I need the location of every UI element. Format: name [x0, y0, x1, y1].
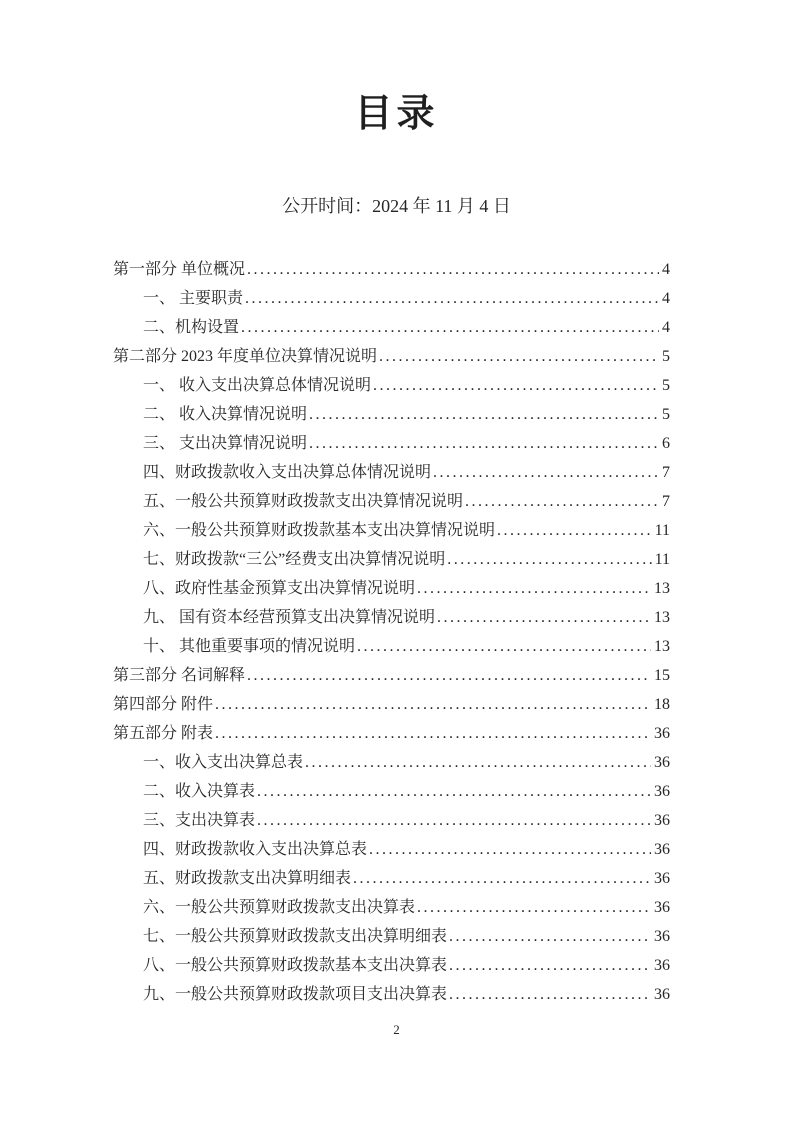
toc-entry — [113, 371, 670, 400]
toc-dot-leader — [215, 690, 651, 719]
toc-entry — [113, 893, 670, 922]
toc-entry — [113, 284, 670, 313]
toc-dot-leader — [433, 458, 659, 487]
toc-entry-page: 11 — [654, 522, 670, 539]
toc-dot-leader — [305, 748, 651, 777]
toc-entry-page: 5 — [662, 377, 670, 394]
toc-entry-page: 18 — [654, 696, 670, 713]
toc-entry — [113, 342, 670, 371]
toc-entry-label: 三、支出决算表 — [143, 812, 256, 829]
toc-entry — [113, 835, 670, 864]
toc-entry — [113, 922, 670, 951]
toc-entry — [113, 400, 670, 429]
toc-dot-leader — [257, 806, 651, 835]
toc-entry-page: 7 — [662, 493, 670, 510]
toc-entry-label: 三、 支出决算情况说明 — [143, 435, 308, 452]
toc-entry-label: 二、 收入决算情况说明 — [143, 406, 308, 423]
toc-entry-label: 一、 收入支出决算总体情况说明 — [143, 377, 372, 394]
toc-entry-label: 四、财政拨款收入支出决算总表 — [143, 841, 368, 858]
toc-entry-label: 六、一般公共预算财政拨款基本支出决算情况说明 — [143, 522, 496, 539]
toc-dot-leader — [309, 400, 659, 429]
toc-entry — [113, 574, 670, 603]
toc-entry-page: 13 — [654, 638, 670, 655]
toc-entry-label: 二、机构设置 — [143, 319, 240, 336]
toc-dot-leader — [465, 487, 659, 516]
toc-dot-leader — [353, 864, 651, 893]
toc-entry-label: 十、 其他重要事项的情况说明 — [143, 638, 356, 655]
toc-entry-label: 第四部分 附件 — [113, 696, 214, 713]
toc-entry — [113, 806, 670, 835]
toc-entry-page: 36 — [654, 783, 670, 800]
toc-entry-page: 36 — [654, 841, 670, 858]
toc-entry-label: 六、一般公共预算财政拨款支出决算表 — [143, 899, 416, 916]
toc-dot-leader — [357, 632, 651, 661]
toc-entry-page: 4 — [662, 319, 670, 336]
toc-entry-label: 第三部分 名词解释 — [113, 667, 246, 684]
toc-entry-label: 一、收入支出决算总表 — [143, 754, 304, 771]
toc-entry — [113, 458, 670, 487]
toc-entry — [113, 719, 670, 748]
table-of-contents — [113, 255, 670, 1009]
toc-entry-page: 15 — [654, 667, 670, 684]
toc-dot-leader — [215, 719, 651, 748]
toc-dot-leader — [417, 893, 651, 922]
toc-dot-leader — [373, 371, 659, 400]
toc-entry-label: 第五部分 附表 — [113, 725, 214, 742]
toc-entry-page: 4 — [662, 261, 670, 278]
toc-entry-page: 13 — [654, 609, 670, 626]
toc-dot-leader — [379, 342, 659, 371]
toc-entry — [113, 864, 670, 893]
toc-entry-page: 6 — [662, 435, 670, 452]
toc-entry — [113, 632, 670, 661]
toc-entry-page: 36 — [654, 754, 670, 771]
toc-entry — [113, 603, 670, 632]
page-title: 目录 — [354, 93, 439, 135]
toc-entry-label: 八、一般公共预算财政拨款基本支出决算表 — [143, 957, 448, 974]
toc-dot-leader — [247, 255, 659, 284]
toc-entry-page: 36 — [654, 957, 670, 974]
toc-entry-label: 第一部分 单位概况 — [113, 261, 246, 278]
toc-entry-page: 5 — [662, 406, 670, 423]
toc-entry — [113, 516, 670, 545]
toc-dot-leader — [247, 661, 651, 690]
toc-entry-page: 36 — [654, 725, 670, 742]
toc-entry-page: 36 — [654, 870, 670, 887]
toc-entry-page: 36 — [654, 986, 670, 1003]
toc-dot-leader — [449, 922, 651, 951]
toc-entry-page: 4 — [662, 290, 670, 307]
toc-entry-page: 36 — [654, 928, 670, 945]
toc-entry-page: 11 — [654, 551, 670, 568]
toc-entry-page: 5 — [662, 348, 670, 365]
toc-entry — [113, 313, 670, 342]
toc-entry-page: 36 — [654, 812, 670, 829]
toc-dot-leader — [437, 603, 651, 632]
toc-entry — [113, 690, 670, 719]
toc-entry — [113, 748, 670, 777]
toc-dot-leader — [245, 284, 659, 313]
toc-entry-label: 五、一般公共预算财政拨款支出决算情况说明 — [143, 493, 464, 510]
toc-dot-leader — [417, 574, 651, 603]
toc-entry-label: 九、一般公共预算财政拨款项目支出决算表 — [143, 986, 448, 1003]
toc-dot-leader — [449, 980, 651, 1009]
toc-dot-leader — [309, 429, 659, 458]
page-number: 2 — [393, 1022, 400, 1037]
publish-time: 公开时间：2024 年 11 月 4 日 — [282, 196, 511, 216]
toc-entry-label: 九、 国有资本经营预算支出决算情况说明 — [143, 609, 436, 626]
toc-entry — [113, 255, 670, 284]
toc-entry-page: 36 — [654, 899, 670, 916]
toc-dot-leader — [257, 777, 651, 806]
toc-entry — [113, 545, 670, 574]
toc-entry-label: 七、财政拨款“三公”经费支出决算情况说明 — [143, 551, 446, 568]
toc-entry-label: 第二部分 2023 年度单位决算情况说明 — [113, 348, 378, 365]
toc-entry — [113, 951, 670, 980]
toc-entry-label: 八、政府性基金预算支出决算情况说明 — [143, 580, 416, 597]
toc-entry-page: 13 — [654, 580, 670, 597]
toc-dot-leader — [497, 516, 652, 545]
toc-dot-leader — [369, 835, 651, 864]
toc-entry — [113, 777, 670, 806]
toc-entry-label: 五、财政拨款支出决算明细表 — [143, 870, 352, 887]
toc-entry — [113, 661, 670, 690]
toc-entry-label: 四、财政拨款收入支出决算总体情况说明 — [143, 464, 432, 481]
toc-entry — [113, 429, 670, 458]
toc-entry-label: 二、收入决算表 — [143, 783, 256, 800]
toc-dot-leader — [241, 313, 659, 342]
toc-entry-label: 一、 主要职责 — [143, 290, 244, 307]
toc-dot-leader — [449, 951, 651, 980]
toc-dot-leader — [447, 545, 651, 574]
toc-entry-label: 七、一般公共预算财政拨款支出决算明细表 — [143, 928, 448, 945]
toc-entry — [113, 980, 670, 1009]
toc-entry-page: 7 — [662, 464, 670, 481]
toc-entry — [113, 487, 670, 516]
